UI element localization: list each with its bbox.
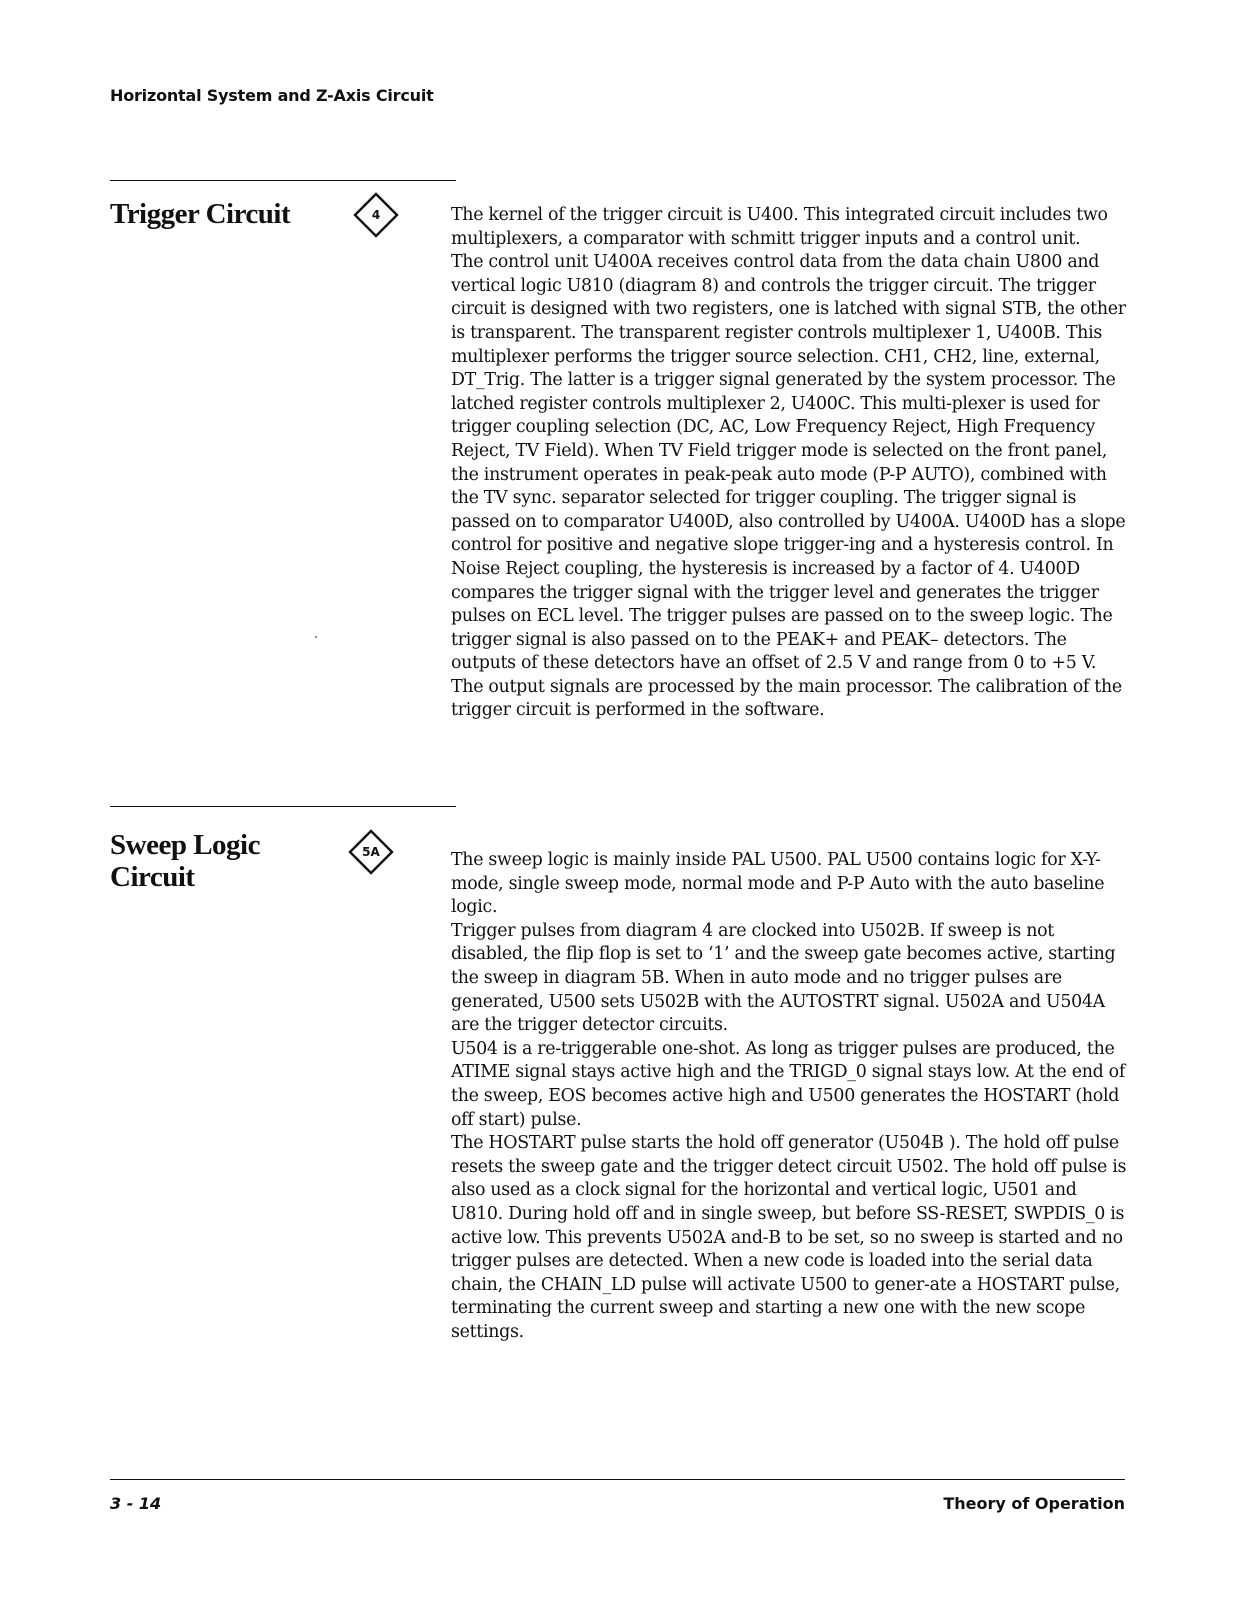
- section-title-line: Trigger Circuit: [110, 198, 291, 230]
- paragraph: The HOSTART pulse starts the hold off generator (U504B ). The hold off pulse resets the sweep gate and the trigger detect circuit U502. The hold off pulse is also used as a clock signal for the horizontal and vertical logic, U501 and U810. During hold off and in single sweep, but before SS-RESET, SWPDIS_0 is active low. This prevents U502A and-B to be set, so no sweep is started and no trigger pulses are detected. When a new code is loaded into the serial data chain, the CHAIN_LD pulse will activate U500 to gener-ate a HOSTART pulse, terminating the current sweep and starting a new one with the new scope settings.: [451, 1133, 1127, 1342]
- running-header: Horizontal System and Z-Axis Circuit: [110, 86, 434, 105]
- diagram-4-marker-icon: [352, 191, 400, 239]
- diagram-5a-marker-icon: [347, 828, 395, 876]
- section-title-line: Circuit: [110, 861, 195, 893]
- diagram-number: 5A: [362, 845, 380, 859]
- paragraph: U504 is a re-triggerable one-shot. As long as trigger pulses are produced, the ATIME signal stays active high and the TRIGD_0 signal stays low. At the end of the sweep, EOS becomes active high and U500 generates the HOSTART (hold off start) pulse.: [451, 1038, 1125, 1130]
- section-title-line: Sweep Logic: [110, 829, 260, 861]
- paragraph: The sweep logic is mainly inside PAL U500. PAL U500 contains logic for X-Y-mode, single sweep mode, normal mode and P-P Auto with the auto baseline logic.: [451, 850, 1105, 918]
- page-number: 3 - 14: [110, 1494, 162, 1513]
- trigger-circuit-body: [451, 204, 1131, 723]
- section-title-trigger-circuit: [110, 198, 290, 230]
- section-title-sweep-logic-circuit: [110, 829, 260, 893]
- sweep-logic-body: [451, 849, 1131, 1344]
- section-rule: [110, 180, 456, 181]
- footer-rule: [110, 1479, 1125, 1480]
- paragraph: The kernel of the trigger circuit is U400. This integrated circuit includes two multiplexers, a comparator with schmitt trigger inputs and a control unit.: [451, 205, 1108, 249]
- footer-section-name: Theory of Operation: [943, 1494, 1125, 1513]
- diagram-number: 4: [371, 208, 381, 222]
- paragraph: The control unit U400A receives control data from the data chain U800 and vertical logic U810 (diagram 8) and controls the trigger circuit. The trigger circuit is designed with two registers, one is latched with signal STB, the other is transparent. The transparent register controls multiplexer 1, U400B. This multiplexer performs the trigger source selection. CH1, CH2, line, external, DT_Trig. The latter is a trigger signal generated by the system processor. The latched register controls multiplexer 2, U400C. This multi-plexer is used for trigger coupling selection (DC, AC, Low Frequency Reject, High Frequency Reject, TV Field). When TV Field trigger mode is selected on the front panel, the instrument operates in peak-peak auto mode (P-P AUTO), combined with the TV sync. separator selected for trigger coupling. The trigger signal is passed on to comparator U400D, also controlled by U400A. U400D has a slope control for positive and negative slope trigger-ing and a hysteresis control. In Noise Reject coupling, the hysteresis is increased by a factor of 4. U400D compares the trigger signal with the trigger level and generates the trigger pulses on ECL level. The trigger pulses are passed on to the sweep logic. The trigger signal is also passed on to the PEAK+ and PEAK– detectors. The outputs of these detectors have an offset of 2.5 V and range from 0 to +5 V. The output signals are processed by the main processor. The calibration of the trigger circuit is performed in the software.: [451, 252, 1126, 721]
- section-rule: [110, 806, 456, 807]
- scan-speck: [315, 636, 317, 638]
- paragraph: Trigger pulses from diagram 4 are clocked into U502B. If sweep is not disabled, the flip flop is set to ‘1’ and the sweep gate becomes active, starting the sweep in diagram 5B. When in auto mode and no trigger pulses are generated, U500 sets U502B with the AUTOSTRT signal. U502A and U504A are the trigger detector circuits.: [451, 920, 1116, 1036]
